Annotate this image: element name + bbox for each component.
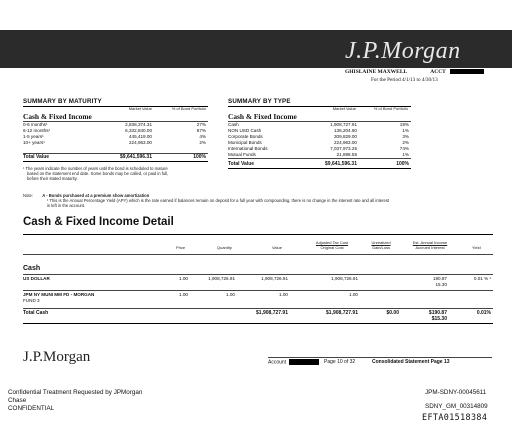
cash-section-label: Cash [23,265,41,272]
client-name: GHISLAINE MAXWELL [345,69,407,75]
redaction-bar [289,359,319,365]
efta-number: EFTA01518384 [422,412,488,422]
divider [23,290,493,291]
statement-period: For the Period 4/1/13 to 4/30/13 [371,77,438,83]
maturity-footnote: ¹ The years indicate the number of years until the bond is scheduled to mature based on the statement end date. Some bonds may be called, or paid in full, before their stated maturity. [23,166,169,181]
col-unrealized: Unrealized Gain/Loss [371,240,391,250]
bates-number-sdny: SDNY_GM_00314809 [425,403,488,410]
divider [23,308,493,309]
table-row: 1-5 years¹ 445,419.00 4% [23,134,206,139]
table-row: 10+ years¹ 224,963.00 2% [23,140,206,145]
divider [23,274,493,275]
col-yield: Yield [472,245,481,250]
divider [23,161,208,162]
table-row: Cash 1,908,727.91 19% [228,122,409,127]
table-row: JPM NY MUNI MM FD - MORGAN [23,292,95,297]
cash-fixed-income-detail-title: Cash & Fixed Income Detail [23,216,174,228]
type-total-row: Total Value $9,641,596.31 100% [228,161,409,167]
col-value: Value [272,245,282,250]
divider [23,323,493,324]
confidential-notice: Confidential Treatment Requested by JPMorgan [8,389,143,396]
table-row: Municipal Bonds 224,963.00 2% [228,140,409,145]
table-row: 1.00 1,908,726.91 1,908,726.91 1,908,726.91 190.87 0.01 % ¹ [179,276,491,281]
jpmorgan-footer-logo: J.P.Morgan [23,349,91,365]
maturity-total-row: Total Value $9,641,596.31 100% [23,154,206,160]
maturity-col-pct: % of Bond Portfolio [171,106,206,111]
type-col-market: Market Value [332,106,356,111]
table-row: US DOLLAR [23,276,50,281]
table-row: FUND 3 [23,298,40,303]
type-col-pct: % of Bond Portfolio [373,106,408,111]
col-adjusted-cost: Adjusted Tax Cost Original Cost [315,240,349,250]
table-row: Mutual Funds 21,898.55 1% [228,152,409,157]
consolidated-page: Consolidated Statement Page 13 [372,359,450,365]
client-line [345,69,484,75]
divider [228,168,411,169]
bates-number-jpm: JPM-SDNY-00045611 [425,389,487,396]
summary-by-type-title: SUMMARY BY TYPE [228,98,291,105]
table-row: 1.00 1.00 1.00 1.00 [179,292,358,297]
maturity-col-market: Market Value [128,106,152,111]
notes-block: Note: A - Bonds purchased at a premium show amortization ¹ This is the Annual Percentage Yield (APY) which is the rate earned if balances remain on deposit for a full year with compounding, there is no change in the interest rate and all interest is left in the account. [23,193,390,208]
total-cash-accrued-row: $15.30 [431,316,447,322]
divider [228,158,411,159]
confidential-notice-cont: Chase [8,397,27,404]
maturity-table-title: Cash & Fixed Income [23,112,92,121]
acct-label: ACCT [430,69,446,75]
jpmorgan-logo: J.P.Morgan [345,38,461,64]
note-label: Note: [23,193,34,198]
total-cash-row: Total Cash $1,908,727.91 $1,908,727.91 $0.00 $190.87 0.01% [23,310,491,316]
table-row: 0-6 months¹ 2,838,374.31 27% [23,122,206,127]
redaction-bar [450,69,484,74]
summary-by-maturity-title: SUMMARY BY MATURITY [23,98,102,105]
divider [268,357,492,358]
table-row: 15.30 [435,282,447,287]
col-price: Price [176,245,186,250]
table-row: International Bonds 7,037,973.25 74% [228,146,409,151]
divider [23,234,493,235]
table-row: 6-12 months¹ 6,332,840.00 67% [23,128,206,133]
page-number: Page 10 of 32 [324,359,356,365]
type-table-title: Cash & Fixed Income [228,112,297,121]
account-footer: Account [268,359,319,365]
confidential-label: CONFIDENTIAL [8,405,55,412]
table-row: NON USD Cash 136,204.60 1% [228,128,409,133]
col-est-income: Est. Annual Income Accrued Interest [412,240,448,250]
divider [23,254,493,255]
table-row: Corporate Bonds 309,829.00 3% [228,134,409,139]
col-quantity: Quantity [217,245,232,250]
